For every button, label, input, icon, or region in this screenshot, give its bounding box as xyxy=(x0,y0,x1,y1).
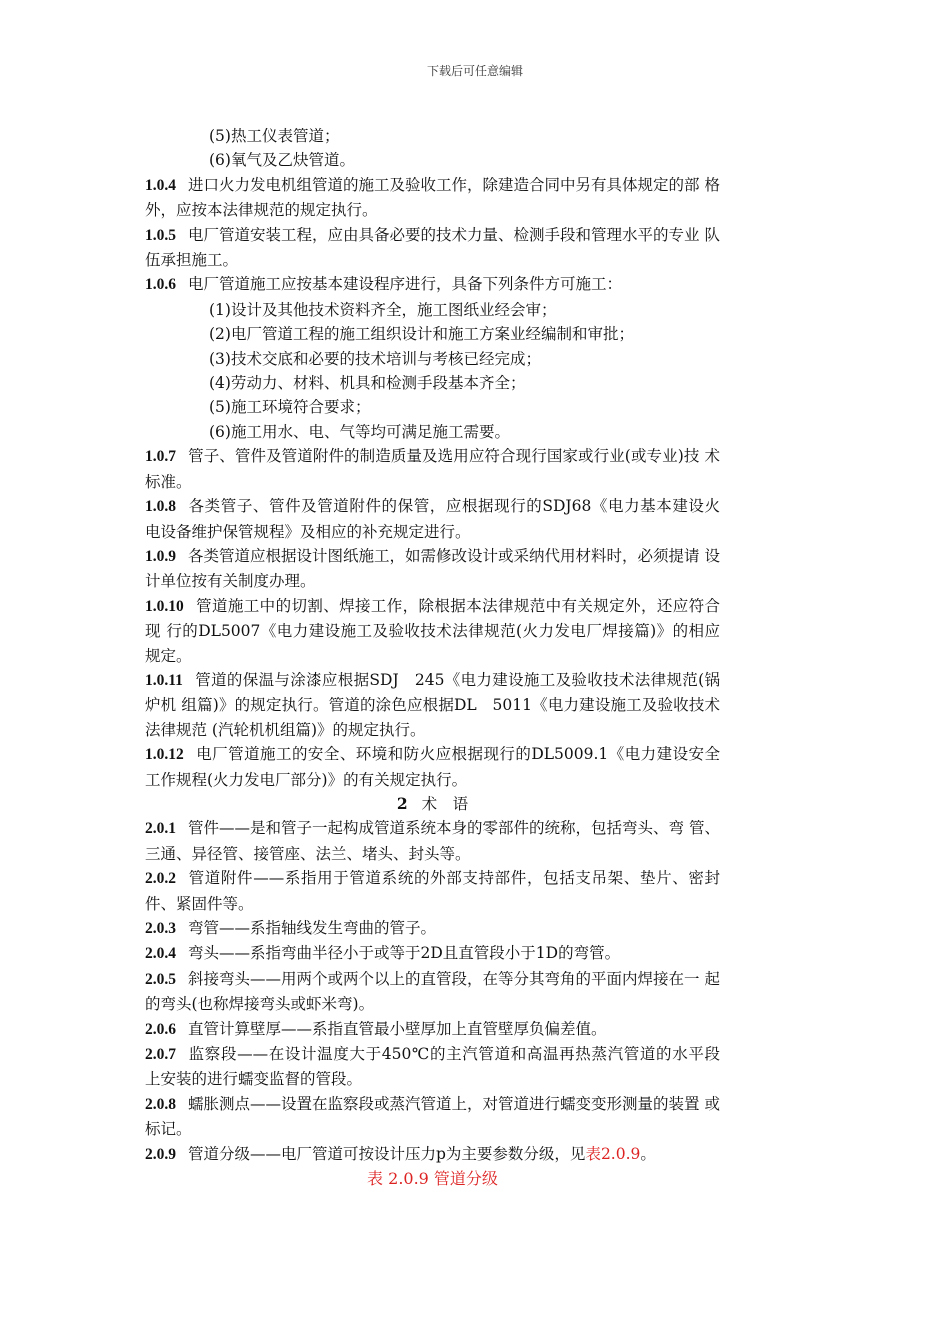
clause-number: 2.0.1 xyxy=(145,820,176,838)
section-number: 2 xyxy=(396,793,408,813)
clause-number: 2.0.9 xyxy=(145,1145,176,1163)
clause-text: 管道分级——电厂管道可按设计压力p为主要参数分级，见 xyxy=(188,1144,586,1163)
clause-text-tail: 。 xyxy=(640,1144,656,1163)
clause-text: 管道附件——系指用于管道系统的外部支持部件，包括支吊架、垫片、密封 件、紧固件等。 xyxy=(145,869,720,913)
page-header: 下载后可任意编辑 xyxy=(426,64,523,78)
list-item: (5)热工仪表管道； xyxy=(209,127,340,145)
clause-text: 各类管道应根据设计图纸施工，如需修改设计或采纳代用材料时，必须提请 设计单位按有关制度办理。 xyxy=(145,546,720,591)
clause-number: 2.0.2 xyxy=(145,870,176,888)
clause-paragraph xyxy=(145,916,720,941)
clause-number: 1.0.7 xyxy=(145,448,176,466)
clause-text: 电厂管道施工的安全、环境和防火应根据现行的DL5009.1《电力建设安全 工作规程(火力发电厂部分)》的有关规定执行。 xyxy=(145,745,720,789)
clause-text: 管子、管件及管道附件的制造质量及选用应符合现行国家或行业(或专业)技 术标准。 xyxy=(145,447,720,491)
clause-text: 直管计算壁厚——系指直管最小壁厚加上直管壁厚负偏差值。 xyxy=(188,1019,607,1038)
list-item: (5)施工环境符合要求； xyxy=(209,398,371,417)
clause-number: 2.0.8 xyxy=(145,1095,176,1113)
clause-number: 1.0.8 xyxy=(145,498,176,516)
clause-number: 2.0.6 xyxy=(145,1020,176,1038)
clause-paragraph xyxy=(145,223,720,273)
clause-text: 监察段——在设计温度大于450℃的主汽管道和高温再热蒸汽管道的水平段 上安装的进行蠕变监督的管段。 xyxy=(145,1045,720,1089)
clause-number: 1.0.5 xyxy=(145,226,176,244)
clause-paragraph xyxy=(145,1092,720,1142)
clause-paragraph xyxy=(145,173,720,223)
clause-text: 各类管子、管件及管道附件的保管，应根据现行的SDJ68《电力基本建设火 电设备维护保管规程》及相应的补充规定进行。 xyxy=(145,497,720,541)
clause-text: 电厂管道安装工程，应由具备必要的技术力量、检测手段和管理水平的专业 队伍承担施工。 xyxy=(145,225,720,270)
clause-paragraph xyxy=(145,668,720,742)
clause-text: 进口火力发电机组管道的施工及验收工作，除建造合同中另有具体规定的部 格外，应按本法律规范的规定执行。 xyxy=(145,175,720,220)
clause-paragraph xyxy=(145,444,720,494)
list-item: (6)施工用水、电、气等均可满足施工需要。 xyxy=(209,422,510,441)
section-heading xyxy=(145,792,720,816)
clause-number: 1.0.11 xyxy=(145,671,183,689)
clause-paragraph xyxy=(145,941,720,966)
clause-number: 1.0.12 xyxy=(145,746,184,764)
clause-number: 1.0.6 xyxy=(145,276,176,294)
clause-number: 2.0.7 xyxy=(145,1046,176,1064)
clause-text: 蠕胀测点——设置在监察段或蒸汽管道上，对管道进行蠕变变形测量的装置 或标记。 xyxy=(145,1094,720,1139)
clause-text: 弯管——系指轴线发生弯曲的管子。 xyxy=(188,919,437,937)
clause-text: 弯头——系指弯曲半径小于或等于2D且直管段小于1D的弯管。 xyxy=(188,944,621,963)
clause-paragraph xyxy=(145,1142,720,1167)
clause-paragraph xyxy=(145,1042,720,1092)
table-caption: 表 2.0.9 管道分级 xyxy=(367,1169,498,1189)
clause-paragraph xyxy=(145,967,720,1017)
document-body xyxy=(145,124,720,1191)
clause-text: 管道施工中的切割、焊接工作，除根据本法律规范中有关规定外，还应符合现 行的DL5007《电力建设施工及验收技术法律规范(火力发电厂焊接篇)》的相应规定。 xyxy=(145,596,720,665)
clause-number: 2.0.5 xyxy=(145,970,176,988)
list-item: (6)氧气及乙炔管道。 xyxy=(209,151,355,170)
clause-text: 管件——是和管子一起构成管道系统本身的零部件的统称，包括弯头、弯 管、三通、异径管、接管座、法兰、堵头、封头等。 xyxy=(145,819,720,863)
clause-number: 1.0.4 xyxy=(145,176,176,194)
table-reference-link[interactable]: 表2.0.9 xyxy=(585,1144,641,1163)
clause-number: 1.0.9 xyxy=(145,547,176,565)
clause-number: 1.0.10 xyxy=(145,597,184,615)
clause-paragraph xyxy=(145,742,720,792)
clause-text: 斜接弯头——用两个或两个以上的直管段，在等分其弯角的平面内焊接在一 起的弯头(也称焊接弯头或虾米弯)。 xyxy=(145,969,720,1014)
clause-paragraph xyxy=(145,544,720,594)
clause-paragraph xyxy=(145,1017,720,1042)
clause-text: 电厂管道施工应按基本建设程序进行，具备下列条件方可施工： xyxy=(188,275,623,294)
clause-text: 管道的保温与涂漆应根据SDJ 245《电力建设施工及验收技术法律规范(锅炉机 组篇)》的规定执行。管道的涂色应根据DL 5011《电力建设施工及验收技术法律规范 (汽轮机机组篇)》的规定执行。 xyxy=(145,670,720,739)
clause-paragraph xyxy=(145,816,720,866)
list-item: (2)电厂管道工程的施工组织设计和施工方案业经编制和审批； xyxy=(209,325,634,344)
list-item: (1)设计及其他技术资料齐全，施工图纸业经会审； xyxy=(209,300,557,319)
clause-number: 2.0.4 xyxy=(145,945,176,963)
clause-paragraph xyxy=(145,594,720,668)
clause-paragraph xyxy=(145,494,720,544)
list-item: (4)劳动力、材料、机具和检测手段基本齐全； xyxy=(209,374,526,393)
clause-number: 2.0.3 xyxy=(145,920,176,937)
clause-paragraph xyxy=(145,272,720,297)
clause-paragraph xyxy=(145,866,720,916)
section-title: 术 语 xyxy=(421,794,469,813)
list-item: (3)技术交底和必要的技术培训与考核已经完成； xyxy=(209,349,541,368)
